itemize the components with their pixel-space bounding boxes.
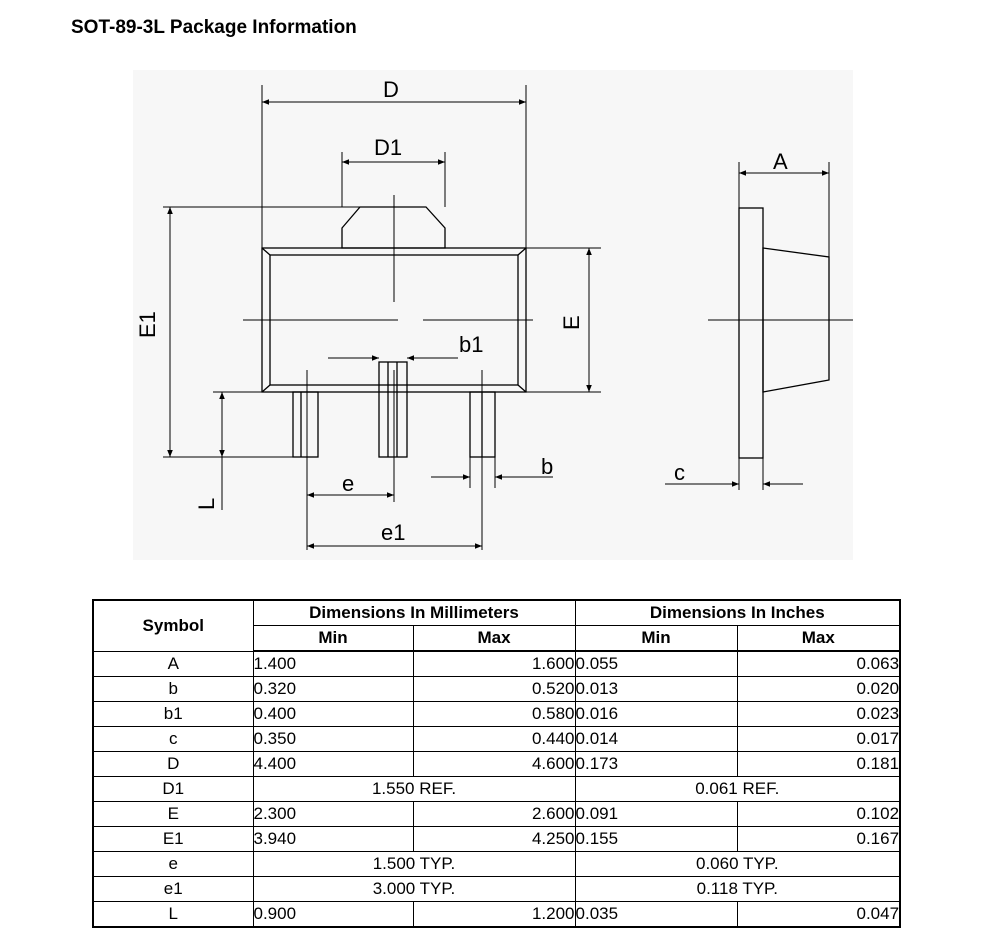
label-A: A: [773, 149, 788, 174]
mm-min: 1.400: [253, 651, 413, 677]
in-max: 0.017: [737, 727, 900, 752]
side-view-frame: [739, 208, 763, 458]
label-D: D: [383, 77, 399, 102]
page-title: SOT-89-3L Package Information: [71, 17, 357, 38]
row-symbol: E1: [93, 827, 253, 852]
mm-min: 3.940: [253, 827, 413, 852]
mm-min: 0.400: [253, 702, 413, 727]
mm-min: 0.900: [253, 902, 413, 928]
package-drawing: [133, 70, 853, 560]
mm-value: 1.550 REF.: [253, 777, 575, 802]
row-symbol: L: [93, 902, 253, 928]
table-row: [93, 877, 900, 902]
table-row: [93, 702, 900, 727]
table-row: [93, 852, 900, 877]
header-in-min: Min: [575, 626, 737, 652]
in-max: 0.102: [737, 802, 900, 827]
header-symbol: Symbol: [93, 600, 253, 651]
header-mm: Dimensions In Millimeters: [253, 600, 575, 626]
label-b1: b1: [459, 332, 484, 357]
mm-max: 1.200: [413, 902, 575, 928]
row-symbol: D1: [93, 777, 253, 802]
row-symbol: c: [93, 727, 253, 752]
row-symbol: e: [93, 852, 253, 877]
label-L: L: [194, 497, 219, 510]
in-value: 0.061 REF.: [575, 777, 900, 802]
label-b: b: [541, 454, 554, 479]
row-symbol: b1: [93, 702, 253, 727]
in-min: 0.013: [575, 677, 737, 702]
dimensions-table: [92, 599, 901, 928]
label-e: e: [342, 471, 355, 496]
label-E1: E1: [135, 311, 160, 338]
in-min: 0.014: [575, 727, 737, 752]
in-min: 0.016: [575, 702, 737, 727]
row-symbol: e1: [93, 877, 253, 902]
table-row: [93, 727, 900, 752]
row-symbol: D: [93, 752, 253, 777]
in-value: 0.060 TYP.: [575, 852, 900, 877]
mm-max: 2.600: [413, 802, 575, 827]
lead-left: [293, 392, 318, 457]
table-row: [93, 677, 900, 702]
in-max: 0.023: [737, 702, 900, 727]
table-row: [93, 802, 900, 827]
in-max: 0.167: [737, 827, 900, 852]
in-value: 0.118 TYP.: [575, 877, 900, 902]
header-in: Dimensions In Inches: [575, 600, 900, 626]
in-max: 0.063: [737, 651, 900, 677]
mm-max: 4.250: [413, 827, 575, 852]
row-symbol: A: [93, 651, 253, 677]
mm-value: 1.500 TYP.: [253, 852, 575, 877]
in-min: 0.091: [575, 802, 737, 827]
in-min: 0.035: [575, 902, 737, 928]
mm-min: 0.320: [253, 677, 413, 702]
mm-value: 3.000 TYP.: [253, 877, 575, 902]
row-symbol: b: [93, 677, 253, 702]
mm-max: 0.440: [413, 727, 575, 752]
table-row: [93, 777, 900, 802]
header-mm-max: Max: [413, 626, 575, 652]
header-in-max: Max: [737, 626, 900, 652]
mm-min: 0.350: [253, 727, 413, 752]
mm-max: 0.580: [413, 702, 575, 727]
in-max: 0.020: [737, 677, 900, 702]
label-D1: D1: [374, 135, 403, 160]
label-c: c: [674, 460, 685, 485]
mm-min: 4.400: [253, 752, 413, 777]
mm-max: 1.600: [413, 651, 575, 677]
label-e1: e1: [381, 520, 406, 545]
table-row: [93, 752, 900, 777]
label-E: E: [559, 315, 584, 330]
mm-max: 4.600: [413, 752, 575, 777]
table-row: [93, 902, 900, 928]
in-min: 0.155: [575, 827, 737, 852]
in-max: 0.047: [737, 902, 900, 928]
row-symbol: E: [93, 802, 253, 827]
in-min: 0.055: [575, 651, 737, 677]
mm-min: 2.300: [253, 802, 413, 827]
in-min: 0.173: [575, 752, 737, 777]
header-mm-min: Min: [253, 626, 413, 652]
in-max: 0.181: [737, 752, 900, 777]
table-row: [93, 827, 900, 852]
mm-max: 0.520: [413, 677, 575, 702]
lead-center: [379, 362, 407, 457]
table-row: [93, 651, 900, 677]
